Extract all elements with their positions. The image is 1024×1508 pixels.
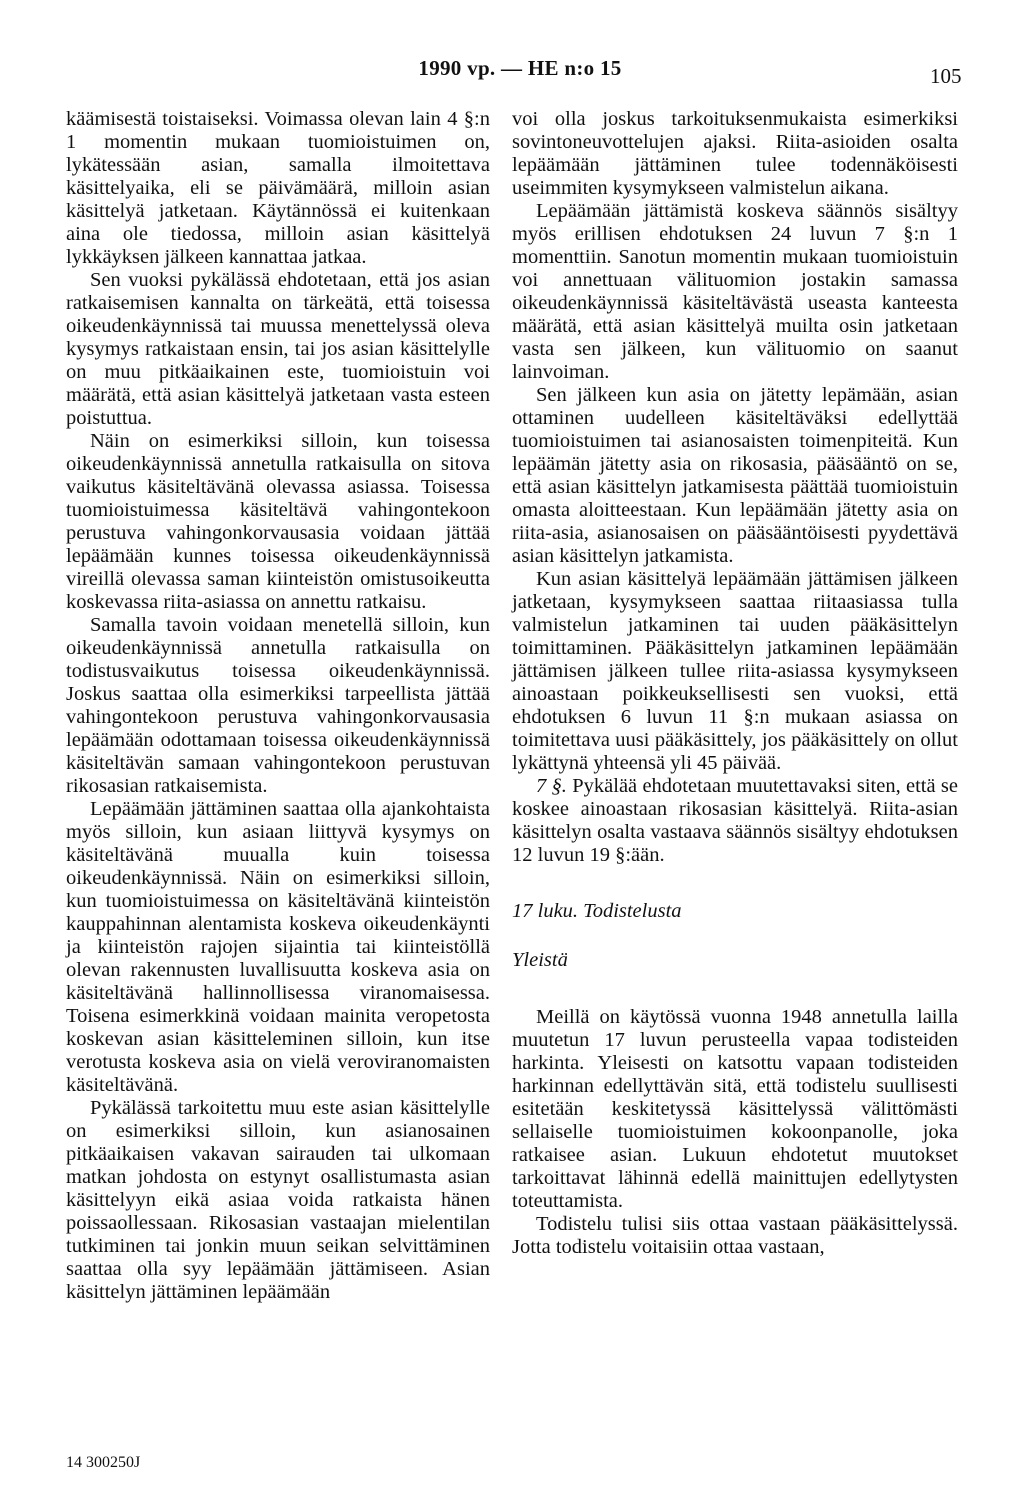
page-header	[0, 50, 1024, 90]
section-heading: Yleistä	[512, 949, 568, 971]
paragraph: Todistelu tulisi siis ottaa vastaan pääkäsittelyssä. Jotta todistelu voitaisiin ottaa vastaan,	[512, 1213, 958, 1258]
print-code: 14 300250J	[66, 1454, 141, 1471]
paragraph: Samalla tavoin voidaan menetellä silloin, kun oikeudenkäynnissä annetulla ratkaisulla on todistusvaikutus toisessa oikeudenkäynnissä. Joskus saattaa olla esimerkiksi tarpeellista jättää vahingontekoon perustuva vahingonkorvausasia lepäämään odottamaan toisessa oikeudenkäynnissä käsiteltävän samaan vahingontekoon perustuvan rikosasian ratkaisemista.	[66, 614, 490, 797]
page-number: 105	[930, 64, 962, 88]
chapter-heading: 17 luku. Todistelusta	[512, 900, 682, 922]
paragraph: Pykälässä tarkoitettu muu este asian käsittelylle on esimerkiksi silloin, kun asianosainen pitkäaikaisen vakavan sairauden tai ulkomaan matkan johdosta on estynyt osallistumasta asian käsittelyyn eikä asiaa voida ratkaista hänen poissaollessaan. Rikosasian vastaajan mielentilan tutkiminen tai jonkin muun seikan selvittäminen saattaa olla syy lepäämään jättämiseen. Asian käsittelyn jättäminen lepäämään	[66, 1097, 490, 1303]
paragraph: Sen vuoksi pykälässä ehdotetaan, että jos asian ratkaisemisen kannalta on tärkeätä, että toisessa oikeudenkäynnissä tai muussa menettelyssä oleva kysymys ratkaistaan ensin, tai jos asian käsittelylle on muu pitkäaikainen este, tuomioistuin voi määrätä, että asian käsittelyä jatketaan vasta esteen poistuttua.	[66, 269, 490, 429]
paragraph: voi olla joskus tarkoituksenmukaista esimerkiksi sovintoneuvottelujen ajaksi. Riita-asioiden osalta lepäämään jättäminen tulee todennäköisesti useimmiten kysymykseen valmistelun aikana.	[512, 108, 958, 199]
left-column	[66, 108, 490, 1304]
paragraph: Lepäämään jättämistä koskeva säännös sisältyy myös erillisen ehdotuksen 24 luvun 7 §:n 1 momenttiin. Sanotun momentin mukaan tuomioistuin voi annettuaan välituomion jostakin samassa oikeudenkäynnissä käsiteltävästä useasta kanteesta määrätä, että asian käsittelyä muilta osin jatketaan vasta sen jälkeen, kun välituomio on saanut lainvoiman.	[512, 200, 958, 383]
paragraph: Kun asian käsittelyä lepäämään jättämisen jälkeen jatketaan, kysymykseen saattaa riitaasiassa tulla valmistelun jatkaminen tai uuden pääkäsittelyn toimittaminen. Pääkäsittelyn jatkaminen lepäämään jättämisen jälkeen tullee riita-asiassa kysymykseen ainoastaan poikkeuksellisesti sen vuoksi, että ehdotuksen 6 luvun 11 §:n mukaan asiassa on toimitettava uusi pääkäsittely, jos pääkäsittely on ollut lykättynä yhteensä yli 45 päivää.	[512, 568, 958, 774]
paragraph: Sen jälkeen kun asia on jätetty lepämään, asian ottaminen uudelleen käsiteltäväksi edellyttää tuomioistuimen tai asianosaisten toimenpiteitä. Kun lepäämän jätetty asia on rikosasia, pääsääntö on se, että asian käsittelyn jatkamisesta päättää tuomioistuin omasta aloitteestaan. Kun lepäämään jätetty asia on riita-asia, asianosaisen on pääsääntöisesti pyydettävä asian käsittelyn jatkamista.	[512, 384, 958, 567]
paragraph: Meillä on käytössä vuonna 1948 annetulla lailla muutetun 17 luvun perusteella vapaa todisteiden harkinta. Yleisesti on katsottu vapaan todisteiden harkinnan edellyttävän sitä, että todistelu suullisesti esitetään keskitetyssä käsittelyssä välittömästi sellaiselle tuomioistuimen kokoonpanolle, joka ratkaisee asian. Lukuun ehdotetut muutokset tarkoittavat lähinnä edellä mainittujen edellytysten toteuttamista.	[512, 1006, 958, 1212]
right-column	[512, 108, 958, 1259]
paragraph-section-7	[512, 775, 958, 867]
paragraph-text: Pykälää ehdotetaan muutettavaksi siten, että se koskee ainoastaan rikosasian käsittelyä. Riita-asian käsittelyn osalta vastaava säännös sisältyy ehdotuksen 12 luvun 19 §:ään.	[512, 775, 958, 866]
paragraph: Näin on esimerkiksi silloin, kun toisessa oikeudenkäynnissä annetulla ratkaisulla on sitova vaikutus käsiteltävänä olevassa asiassa. Toisessa tuomioistuimessa käsiteltävä vahingontekoon perustuva vahingonkorvausasia voidaan jättää lepäämään kunnes toisessa oikeudenkäynnissä vireillä olevassa saman kiinteistön omistusoikeutta koskevassa riita-asiassa on annettu ratkaisu.	[66, 430, 490, 613]
running-title: 1990 vp. — HE n:o 15	[418, 56, 622, 80]
paragraph: Lepäämään jättäminen saattaa olla ajankohtaista myös silloin, kun asiaan liittyvä kysymys on käsiteltävänä muualla kuin toisessa oikeudenkäynnissä. Näin on esimerkiksi silloin, kun tuomioistuimessa on käsiteltävänä kiinteistön kauppahinnan alentamista koskeva oikeudenkäynti ja kiinteistön rajojen sijaintia tai kiinteistöllä olevan rakennusten luvallisuutta koskeva asia on käsiteltävänä hallinnollisessa viranomaisessa. Toisena esimerkkinä voidaan mainita veropetosta koskevan asian käsitteleminen silloin, kun itse verotusta koskeva asia on vielä veroviranomaisten käsiteltävänä.	[66, 798, 490, 1096]
paragraph: käämisestä toistaiseksi. Voimassa olevan lain 4 §:n 1 momentin mukaan tuomioistuimen on, lykätessään asian, samalla ilmoitettava käsittelyaika, eli se päivämäärä, milloin asian käsittelyä jatketaan. Käytännössä ei kuitenkaan aina ole tiedossa, milloin asian käsittelyä lykkäyksen jälkeen kannattaa jatkaa.	[66, 108, 490, 268]
section-reference: 7 §.	[536, 775, 567, 797]
